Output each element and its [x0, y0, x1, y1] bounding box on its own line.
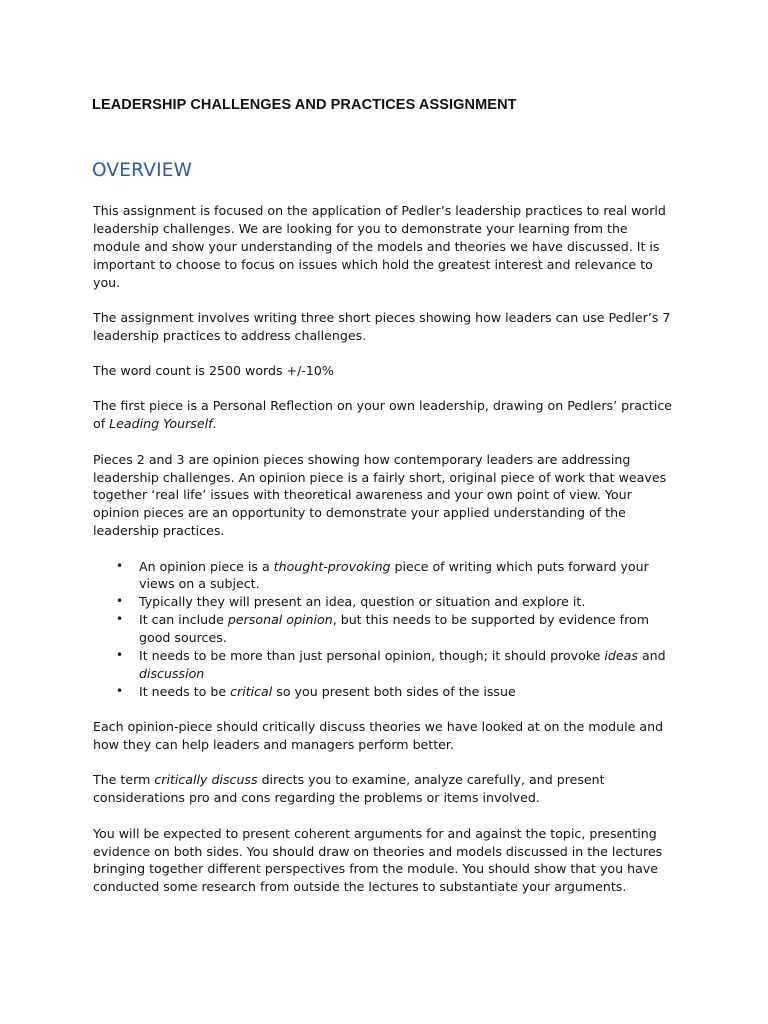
paragraph-first-piece [93, 397, 673, 433]
list-item [116, 647, 673, 683]
text-run: Typically they will present an idea, question or situation and explore it. [139, 594, 586, 610]
italic-text: ideas [604, 648, 638, 664]
text-run: and [637, 648, 666, 664]
text-run: The term [93, 772, 155, 788]
paragraph-term-definition [93, 771, 673, 807]
italic-text: thought-provoking [273, 558, 391, 574]
list-item [116, 593, 673, 611]
bullet-icon: • [116, 648, 124, 663]
bullet-icon: • [116, 594, 124, 609]
list-item [116, 558, 673, 594]
paragraph-intro: This assignment is focused on the application of Pedler’s leadership practices to real world leadership challenges. We are looking for you to demonstrate your learning from the module and show your understanding of the models and theories we have discussed. It is important to choose to focus on issues which hold the greatest interest and relevance to you. [93, 203, 666, 290]
document-body [93, 202, 673, 914]
text-run: piece of writing which puts forward your views on a subject. [139, 558, 649, 592]
text-run: It needs to be more than just personal opinion, though; it should provoke [139, 648, 605, 664]
text-run: . [212, 416, 217, 432]
bullet-icon: • [116, 612, 124, 627]
italic-text: critically discuss [154, 772, 258, 788]
text-run: so you present both sides of the issue [272, 683, 516, 699]
text-run: It needs to be [139, 683, 231, 699]
bullet-icon: • [116, 683, 124, 698]
text-run: It can include [139, 612, 228, 628]
list-item [116, 611, 673, 647]
italic-text: critical [230, 683, 273, 699]
text-run: The first piece is a Personal Reflection on your own leadership, drawing on Pedlers’ practice of [93, 398, 673, 432]
paragraph-critical-discussion: Each opinion-piece should critically discuss theories we have looked at on the module and how they can help leaders and managers perform better. [93, 719, 664, 753]
text-run: An opinion piece is a [139, 558, 274, 574]
italic-text: discussion [139, 665, 205, 681]
paragraph-expectations: You will be expected to present coherent arguments for and against the topic, presenting evidence on both sides. You should draw on theories and models discussed in the lectures bringing together different perspectives from the module. You should show that you have conducted some research from outside the lectures to substantiate your arguments. [93, 825, 663, 895]
document-title: LEADERSHIP CHALLENGES AND PRACTICES ASSIGNMENT [92, 97, 517, 113]
paragraph-word-count: The word count is 2500 words +/-10% [93, 363, 334, 379]
list-item [116, 683, 673, 701]
text-run: directs you to examine, analyze carefully, and present considerations pro and cons regarding the problems or items involved. [93, 772, 605, 806]
overview-heading: OVERVIEW [92, 160, 193, 181]
paragraph-opinion-pieces: Pieces 2 and 3 are opinion pieces showing how contemporary leaders are addressing leadership challenges. An opinion piece is a fairly short, original piece of work that weaves together ‘real life’ issues with theoretical awareness and your own point of view. Your opinion pieces are an opportunity to demonstrate your applied understanding of the leadership practices. [93, 451, 667, 539]
text-run: , but this needs to be supported by evidence from good sources. [139, 612, 649, 646]
bullet-list [93, 558, 673, 701]
bullet-icon: • [116, 558, 124, 573]
paragraph-assignment: The assignment involves writing three short pieces showing how leaders can use Pedler’s 7 leadership practices to address challenges. [93, 309, 671, 343]
italic-text: Leading Yourself [109, 416, 213, 432]
italic-text: personal opinion [227, 612, 333, 628]
